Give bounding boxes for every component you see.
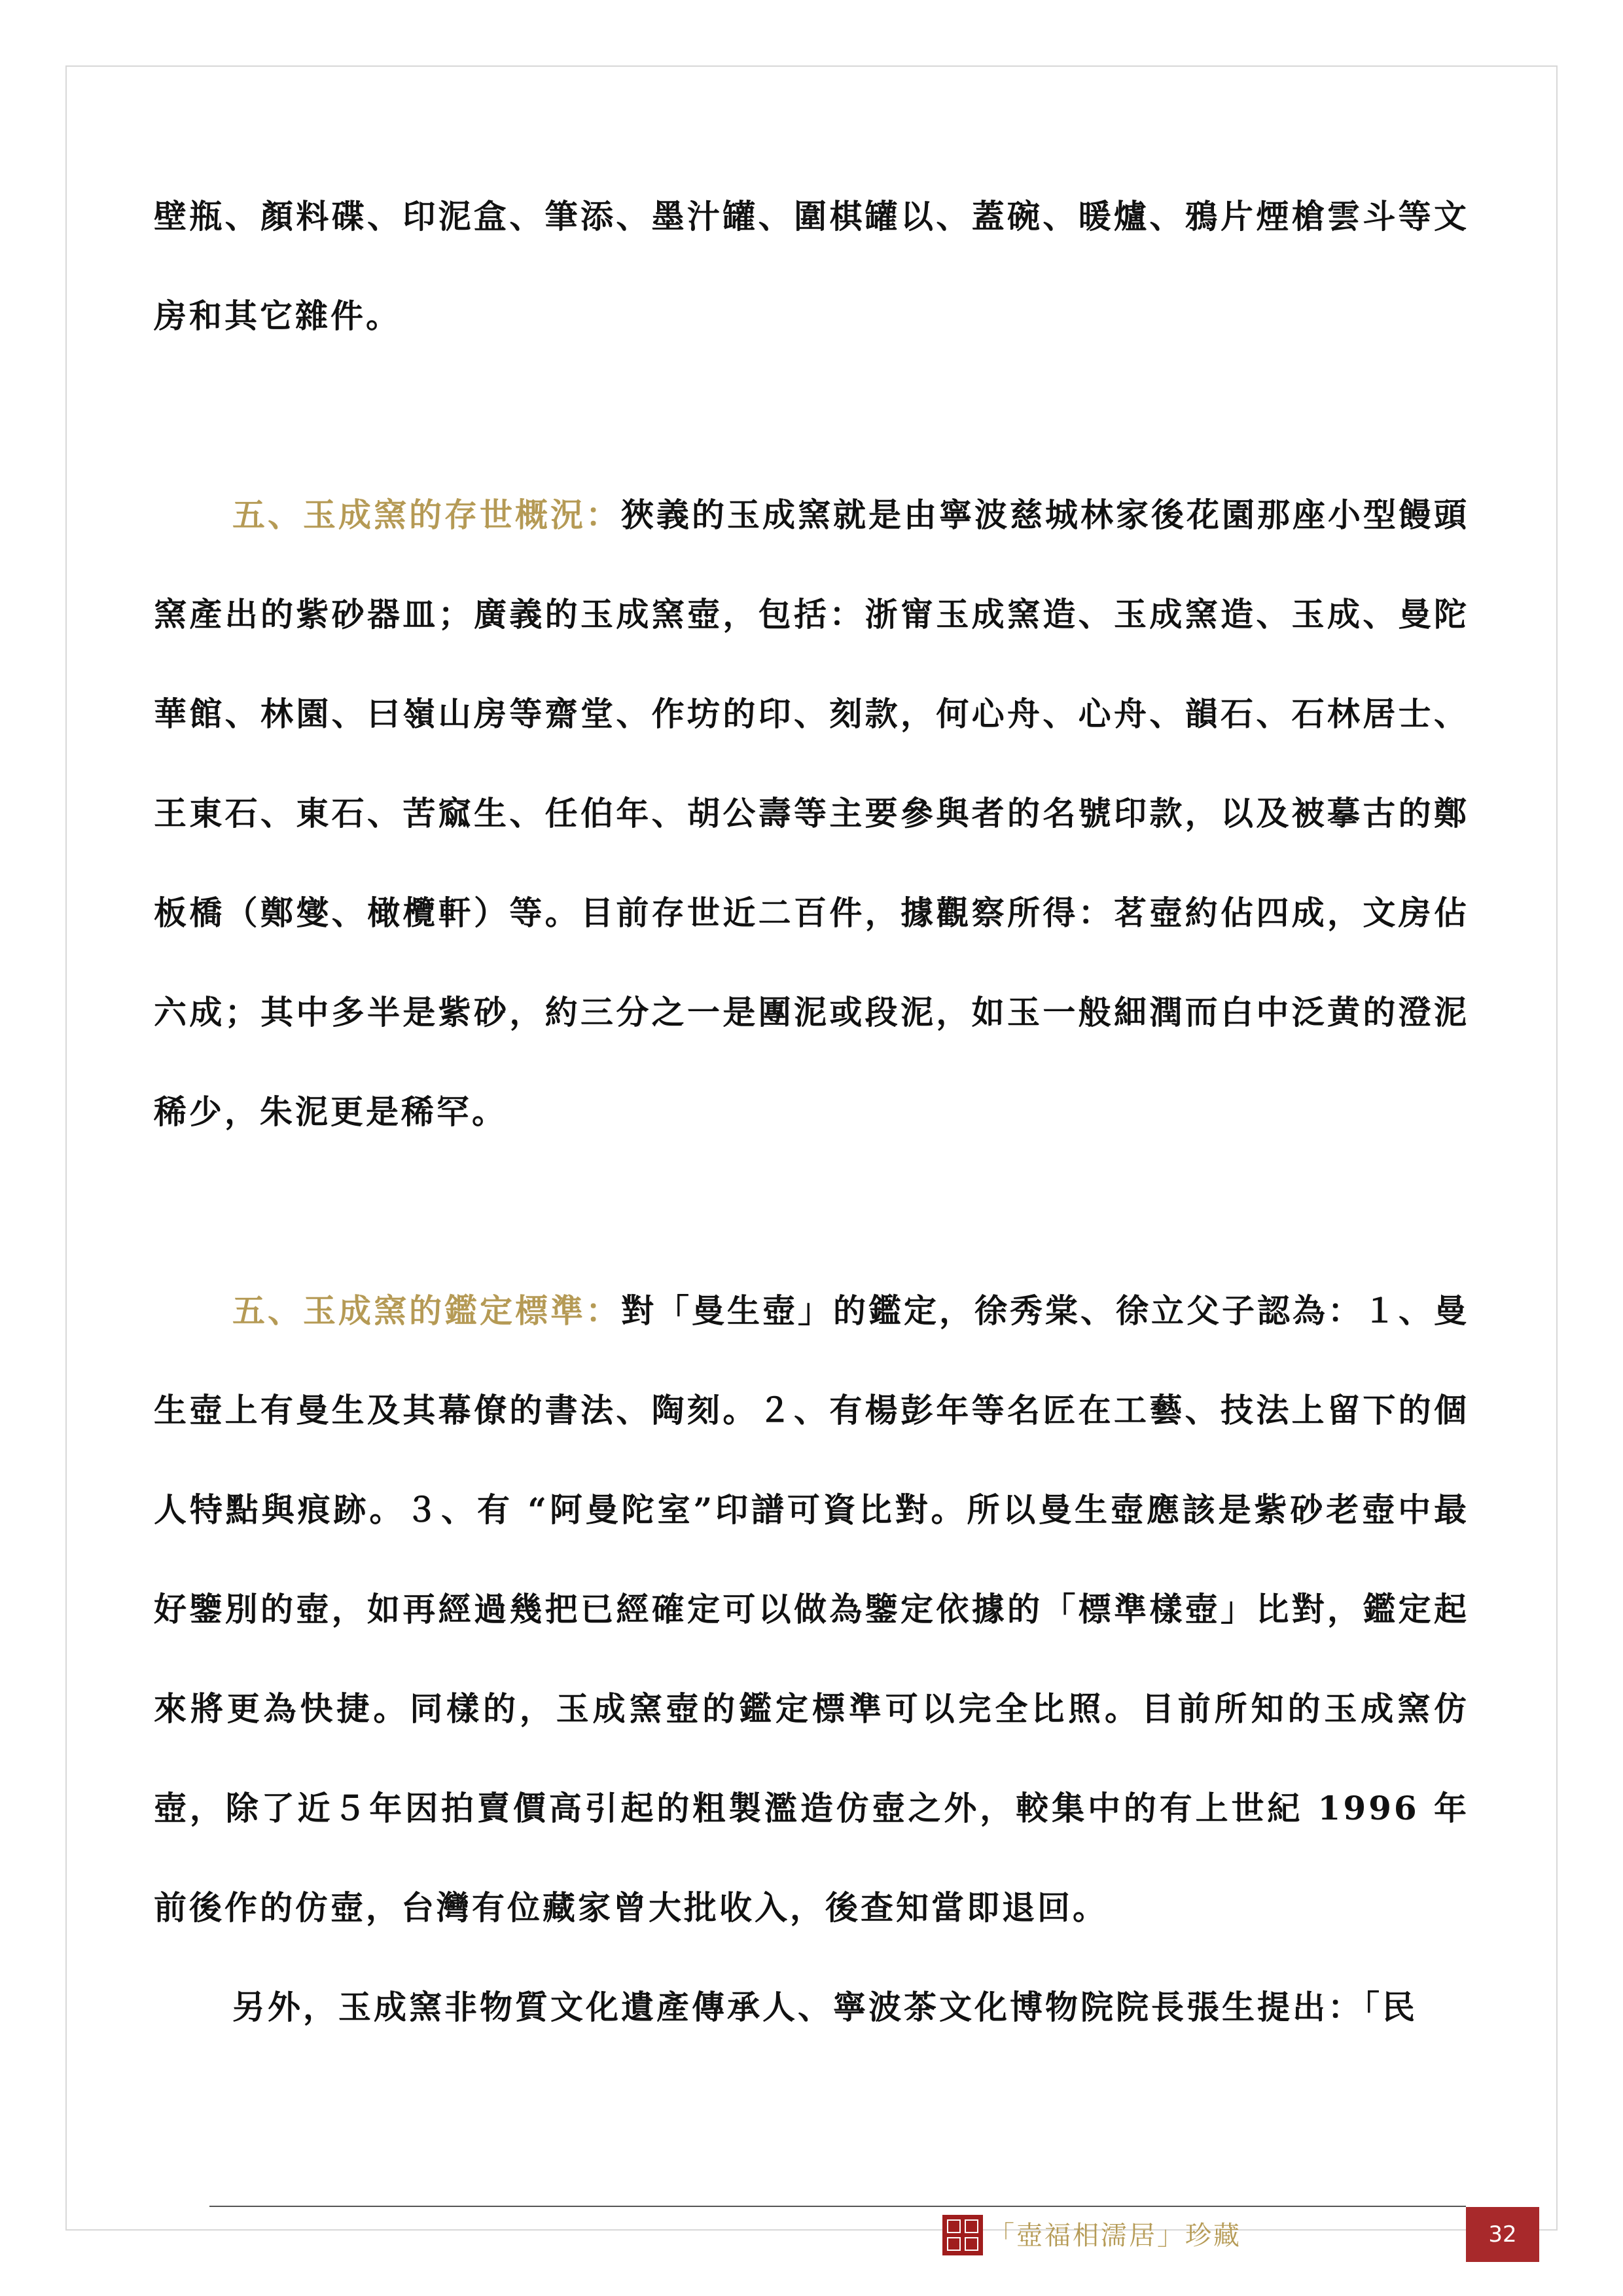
section-appraisal-standards <box>154 1261 1469 1958</box>
section-text: 對「曼生壺」的鑑定，徐秀棠、徐立父子認為：１、曼生壺上有曼生及其幕僚的書法、陶刻。２、有楊彭年等名匠在工藝、技法上留下的個人特點與痕跡。３、有 “阿曼陀室”印譜可資比對。所以曼生壺應該是紫砂老壺中最好鑒別的壺，如再經過幾把已經確定可以做為鑒定依據的「標準樣壺」比對，鑑定起來將更為快捷。同樣的，玉成窯壺的鑑定標準可以完全比照。目前所知的玉成窯仿壺，除了近５年因拍賣價高引起的粗製濫造仿壺之外，較集中的有上世紀 1996 年前後作的仿壺，台灣有位藏家曾大批收入，後查知當即退回。 <box>154 1291 1469 1927</box>
footer-rule <box>209 2206 1466 2207</box>
paragraph-additional <box>154 1958 1469 2057</box>
red-seal-icon <box>942 2215 983 2255</box>
paragraph-text: 壁瓶、顏料碟、印泥盒、筆添、墨汁罐、圍棋罐以、蓋碗、暖爐、鴉片煙槍雲斗等文房和其它雜件。 <box>154 197 1469 335</box>
section-existence-status <box>154 465 1469 1162</box>
document-body <box>154 167 1469 2057</box>
paragraph-continuation <box>154 167 1469 366</box>
section-heading: 五、玉成窯的存世概況： <box>232 495 621 534</box>
footer-caption: 「壺福相濡居」珍藏 <box>988 2221 1241 2251</box>
paragraph-text: 另外，玉成窯非物質文化遺產傳承人、寧波茶文化博物院院長張生提出：「民 <box>232 1988 1418 2026</box>
paragraph-gap <box>154 366 1469 465</box>
paragraph-gap <box>154 1162 1469 1261</box>
section-text: 狹義的玉成窯就是由寧波慈城林家後花園那座小型饅頭窯產出的紫砂器皿；廣義的玉成窯壺，包括：浙甯玉成窯造、玉成窯造、玉成、曼陀華館、林園、曰嶺山房等齋堂、作坊的印、刻款，何心舟、心舟、韻石、石林居士、王東石、東石、苦窳生、任伯年、胡公壽等主要參與者的名號印款，以及被摹古的鄭板橋（鄭燮、橄欖軒）等。目前存世近二百件，據觀察所得：茗壺約佔四成，文房佔六成；其中多半是紫砂，約三分之一是團泥或段泥，如玉一般細潤而白中泛黄的澄泥稀少，朱泥更是稀罕。 <box>154 495 1469 1131</box>
page-number: 32 <box>1466 2207 1539 2262</box>
section-heading: 五、玉成窯的鑑定標準： <box>232 1291 621 1330</box>
